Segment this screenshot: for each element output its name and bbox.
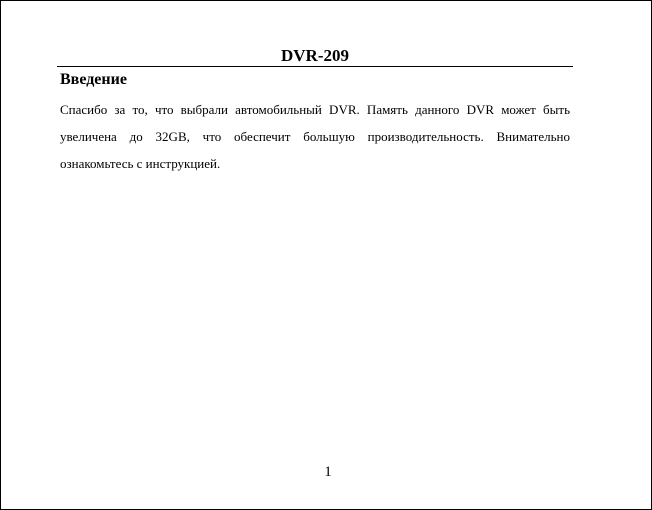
section-heading: Введение <box>60 71 127 88</box>
title-underline-divider <box>57 66 573 67</box>
page-number: 1 <box>324 464 332 480</box>
document-title: DVR-209 <box>281 46 349 65</box>
intro-paragraph: Спасибо за то, что выбрали автомобильный DVR. Память данного DVR может быть увеличена до 32GB, что обеспечит большую производительность. Внимательно ознакомьтесь с инструкцией. <box>60 102 570 171</box>
